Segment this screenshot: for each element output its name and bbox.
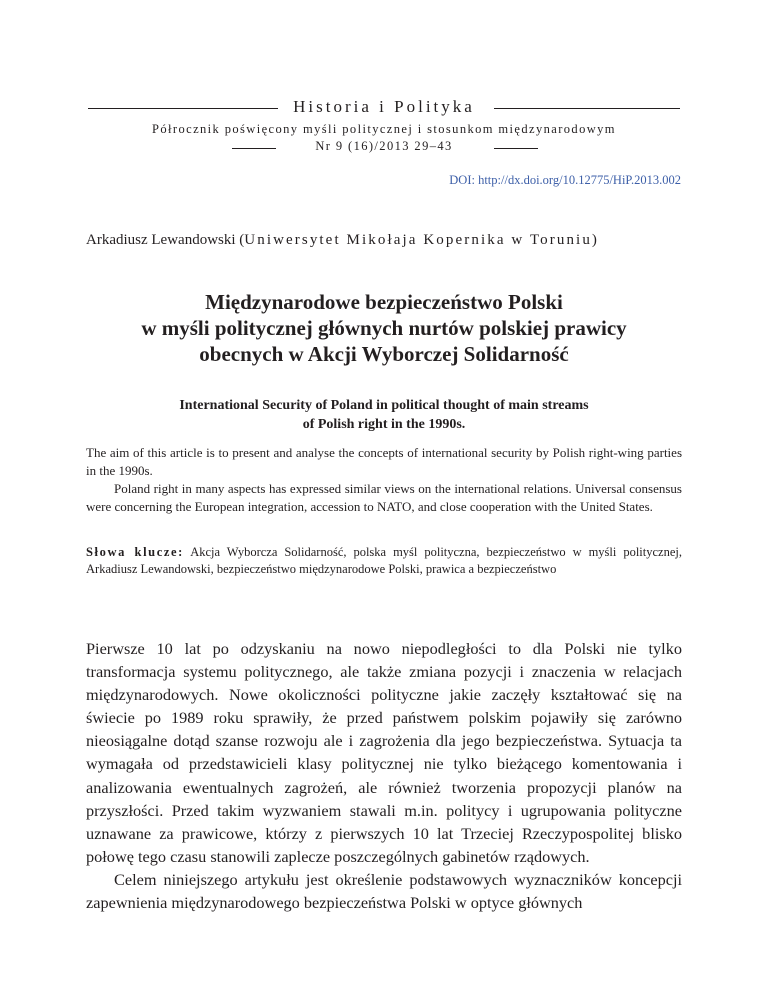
english-title xyxy=(86,396,682,434)
doi-link[interactable]: DOI: http://dx.doi.org/10.12775/HiP.2013.002 xyxy=(449,173,681,187)
article-title xyxy=(86,289,682,367)
issue-rule-right xyxy=(494,148,538,149)
english-title-line: of Polish right in the 1990s. xyxy=(302,417,466,432)
body-text xyxy=(86,637,682,914)
header-rule-right xyxy=(494,108,680,109)
article-title-line: w myśli politycznej głównych nurtów polskiej prawicy xyxy=(141,316,627,340)
abstract-paragraph: Poland right in many aspects has expressed similar views on the international relations. Universal consensus were concerning the European integration, accession to NATO, and close cooperation with the United States. xyxy=(86,481,682,514)
author-affiliation: Uniwersytet Mikołaja Kopernika w Toruniu xyxy=(244,232,592,248)
abstract xyxy=(86,444,682,516)
author-affiliation-close: ) xyxy=(591,232,597,248)
keywords-label: Słowa klucze: xyxy=(86,545,184,559)
issue-info: Nr 9 (16)/2013 29–43 xyxy=(315,139,453,153)
article-title-line: Międzynarodowe bezpieczeństwo Polski xyxy=(205,290,563,314)
journal-title: Historia i Polityka xyxy=(293,97,475,116)
article-title-line: obecnych w Akcji Wyborczej Solidarność xyxy=(199,342,569,366)
keywords-text: Akcja Wyborcza Solidarność, polska myśl polityczna, bezpieczeństwo w myśli politycznej, Arkadiusz Lewandowski, bezpieczeństwo międzynarodowe Polski, prawica a bezpieczeństwo xyxy=(86,545,682,576)
abstract-paragraph: The aim of this article is to present and analyse the concepts of international security by Polish right-wing parties in the 1990s. xyxy=(86,445,682,478)
author-affiliation-open: ( xyxy=(239,232,245,248)
author-name: Arkadiusz Lewandowski xyxy=(86,232,236,248)
body-paragraph: Celem niniejszego artykułu jest określenie podstawowych wyznaczników koncepcji zapewnienia międzynarodowego bezpieczeństwa Polski w optyce głównych xyxy=(86,869,682,913)
journal-subtitle: Półrocznik poświęcony myśli politycznej i stosunkom międzynarodowym xyxy=(152,122,616,136)
body-paragraph: Pierwsze 10 lat po odzyskaniu na nowo niepodległości to dla Polski nie tylko transformacja systemu politycznego, ale także zmiana pozycji i znaczenia w relacjach międzynarodowych. Nowe okoliczności polityczne jakie zaczęły kształtować się na świecie po 1989 roku sprawiły, że przed państwem polskim pojawiły się zarówno nieosiągalne dotąd szanse rozwoju ale i zagrożenia dla jego bezpieczeństwa. Sytuacja ta wymagała od przedstawicieli klasy politycznej nie tylko bieżącego komentowania i analizowania ewentualnych zagrożeń, ale również tworzenia propozycji planów na przyszłości. Przed takim wyzwaniem stawali m.in. politycy i ugrupowania polityczne uznawane za prawicowe, którzy z pierwszych 10 lat Trzeciej Rzeczypospolitej blisko połowę tego czasu stanowili zaplecze poszczególnych gabinetów rządowych. xyxy=(86,639,682,866)
author-line xyxy=(86,232,597,249)
keywords xyxy=(86,544,682,578)
english-title-line: International Security of Poland in political thought of main streams xyxy=(179,398,589,413)
